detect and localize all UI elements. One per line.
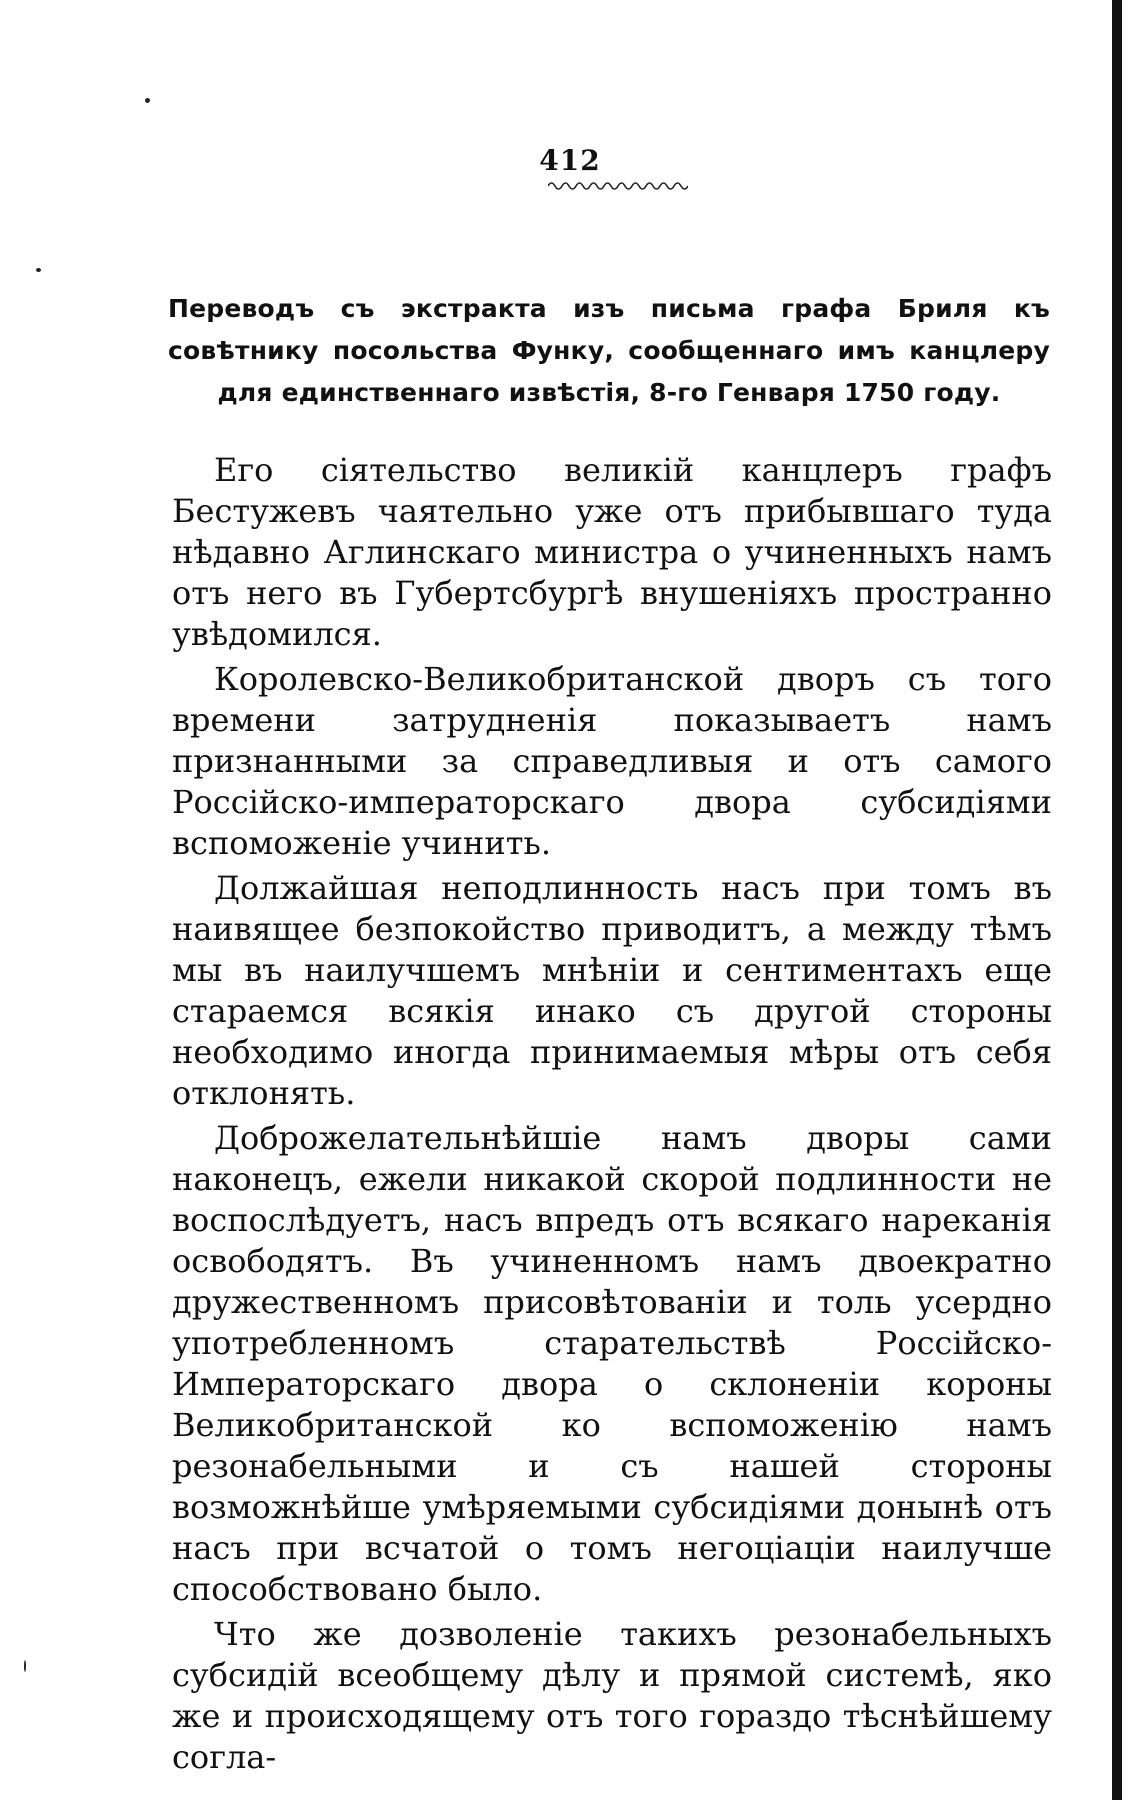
paragraph: Должайшая неподлинность насъ при томъ въ наивящее безпокойство приводитъ, а между тѣмъ мы въ наилучшемъ мнѣнiи и сентиментахъ еще стараемся всякiя инако съ другой стороны необходимо иногда принимаемыя мѣры отъ себя отклонять. (172, 869, 1052, 1112)
dust-speck (24, 1660, 26, 1672)
paragraph: Его сiятельство великiй канцлеръ графъ Бестужевъ чаятельно уже отъ прибывшаго туда нѣдавно Аглинскаго министра о учиненныхъ намъ отъ него въ Губертсбургѣ внушенiяхъ пространно увѣдомился. (172, 451, 1052, 653)
page-number: 412 (539, 144, 601, 177)
paragraph: Королевско-Великобританской дворъ съ того времени затрудненiя показываетъ намъ признанными за справедливыя и отъ самого Россiйско-императорскаго двора субсидiями вспоможенiе учинить. (172, 660, 1052, 862)
document-title: Переводъ съ экстракта изъ письма графа Бриля къ совѣтнику посольства Функу, сообщеннаго имъ канцлеру для единственнаго извѣстія, 8-го Генваря 1750 году. (168, 294, 1050, 407)
page-edge-shadow (1112, 0, 1122, 1800)
decorative-wavy-rule (548, 180, 688, 192)
dust-speck (145, 98, 150, 103)
document-body (172, 450, 1052, 1782)
paragraph: Доброжелательнѣйшiе намъ дворы сами наконецъ, ежели никакой скорой подлинности не воспослѣдуетъ, насъ впредъ отъ всякаго нареканiя освободятъ. Въ учиненномъ намъ двоекратно дружественномъ присовѣтованiи и толь усердно употребленномъ старательствѣ Россiйско-Императорскаго двора о склоненiи короны Великобританской ко вспоможенiю намъ резонабельными и съ нашей стороны возможнѣйше умѣряемыми субсидiями донынѣ отъ насъ при всчатой о томъ негоцiацiи наилучше способствовано было. (172, 1119, 1052, 1608)
paragraph: Что же дозволенiе такихъ резонабельныхъ субсидiй всеобщему дѣлу и прямой системѣ, яко же и происходящему отъ того гораздо тѣснѣйшему согла- (172, 1615, 1052, 1776)
dust-speck (36, 268, 41, 272)
